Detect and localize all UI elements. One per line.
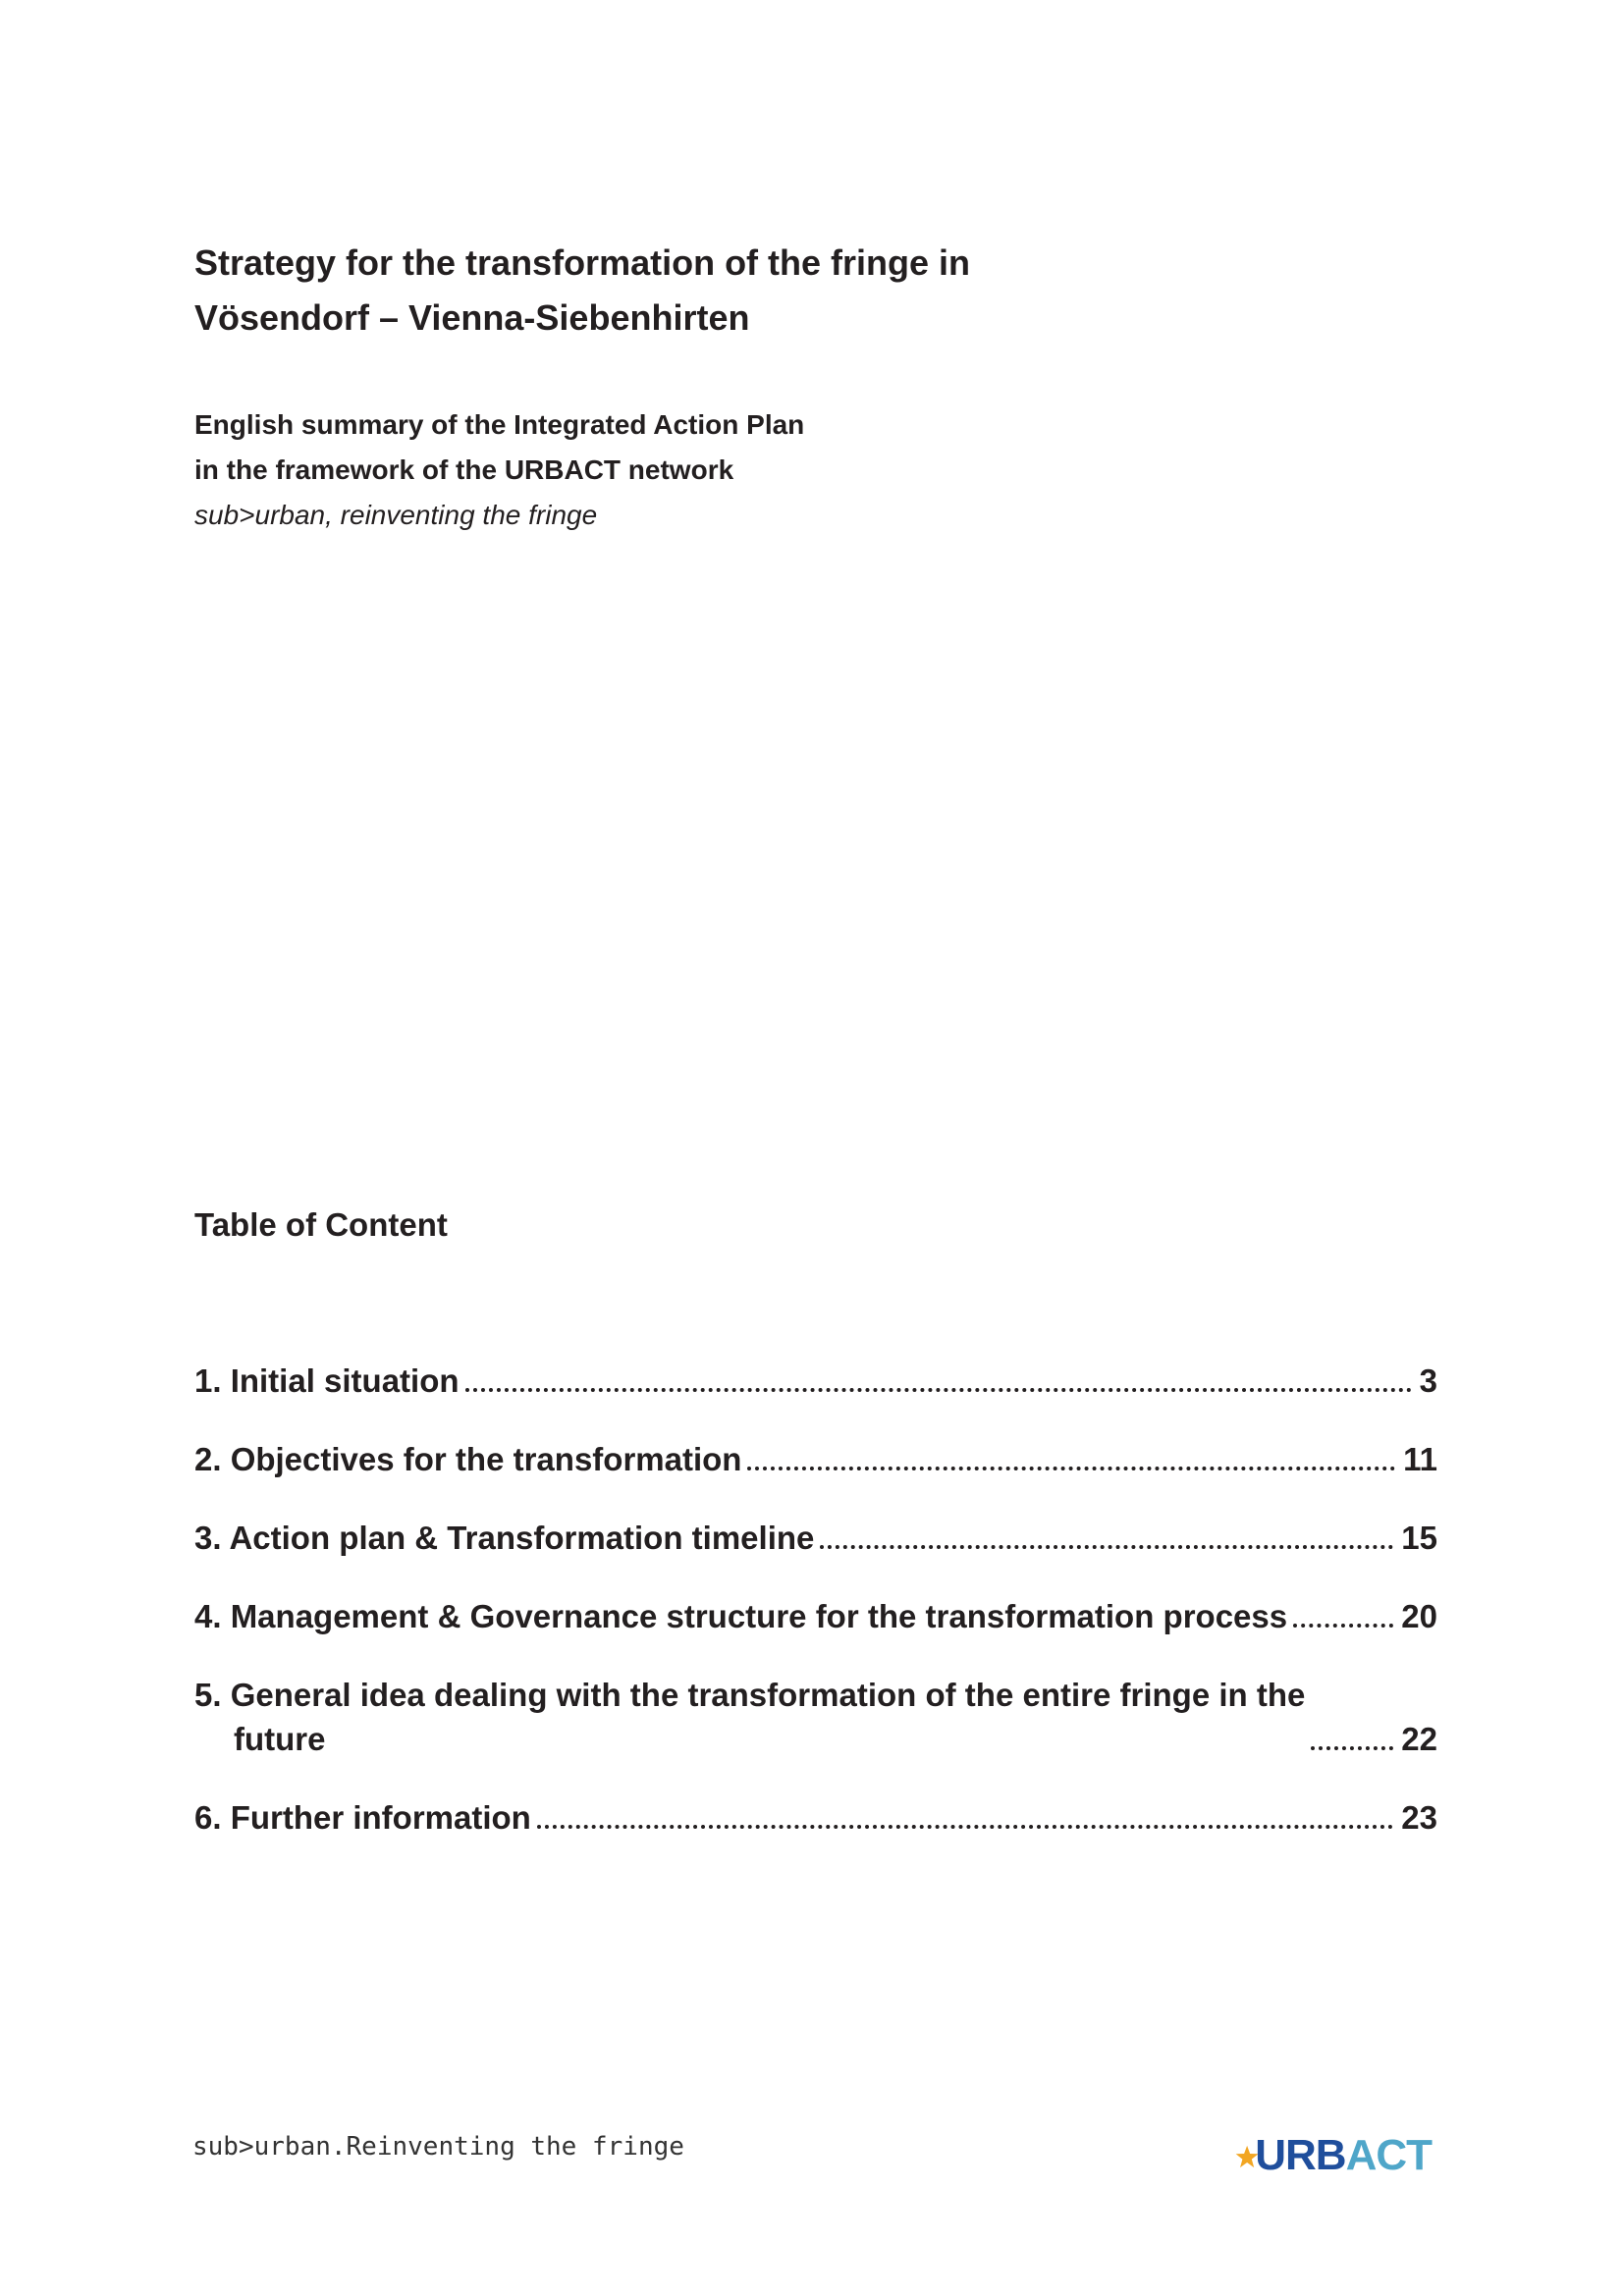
toc-entry-label: 3. Action plan & Transformation timeline [194,1520,815,1556]
subtitle-line-2 [194,448,804,538]
toc-heading: Table of Content [194,1206,448,1243]
toc-entry-label: 4. Management & Governance structure for the transformation process [194,1598,1288,1634]
table-of-contents [194,1359,1437,1874]
toc-entry-management-governance[interactable] [194,1594,1437,1638]
toc-entry-label: 2. Objectives for the transformation [194,1441,742,1477]
toc-entry-page: 3 [1419,1362,1437,1399]
toc-entry-page: 11 [1403,1441,1437,1477]
toc-entry-objectives[interactable] [194,1437,1437,1481]
toc-entry-page: 20 [1401,1598,1437,1634]
urbact-logo [1235,2118,1432,2177]
toc-dot-leader [537,1825,1393,1829]
logo-urb: URB [1255,2131,1346,2179]
toc-entry-page: 22 [1401,1721,1437,1757]
document-title [194,236,970,346]
toc-entry-label-line-1: 5. General idea dealing with the transformation of the entire fringe in the [194,1677,1306,1713]
toc-dot-leader [1293,1624,1393,1628]
logo-act: ACT [1345,2131,1432,2179]
title-line-2: Vösendorf – Vienna-Siebenhirten [194,297,750,338]
urbact-wordmark [1255,2131,1432,2179]
footer-network-text: sub>urban.Reinventing the fringe [192,2132,684,2162]
title-line-1: Strategy for the transformation of the fringe in [194,242,971,283]
toc-entry-page: 23 [1401,1799,1437,1836]
toc-dot-leader [465,1388,1412,1392]
toc-dot-leader [747,1467,1395,1470]
toc-entry-label [194,1673,1305,1761]
toc-entry-label-line-2: future [234,1721,326,1757]
toc-entry-action-plan[interactable] [194,1516,1437,1560]
toc-entry-further-information[interactable] [194,1795,1437,1840]
toc-dot-leader [820,1545,1393,1549]
toc-dot-leader [1311,1746,1393,1750]
toc-entry-page: 15 [1401,1520,1437,1556]
document-subtitle [194,402,804,538]
subtitle-line-2-prefix: in the framework of the URBACT network [194,454,734,485]
toc-entry-initial-situation[interactable] [194,1359,1437,1403]
network-name: sub>urban, reinventing the fringe [194,500,598,530]
toc-entry-label: 1. Initial situation [194,1362,460,1399]
toc-entry-label: 6. Further information [194,1799,531,1836]
toc-entry-general-idea[interactable] [194,1673,1437,1761]
subtitle-line-1: English summary of the Integrated Action Plan [194,409,805,440]
